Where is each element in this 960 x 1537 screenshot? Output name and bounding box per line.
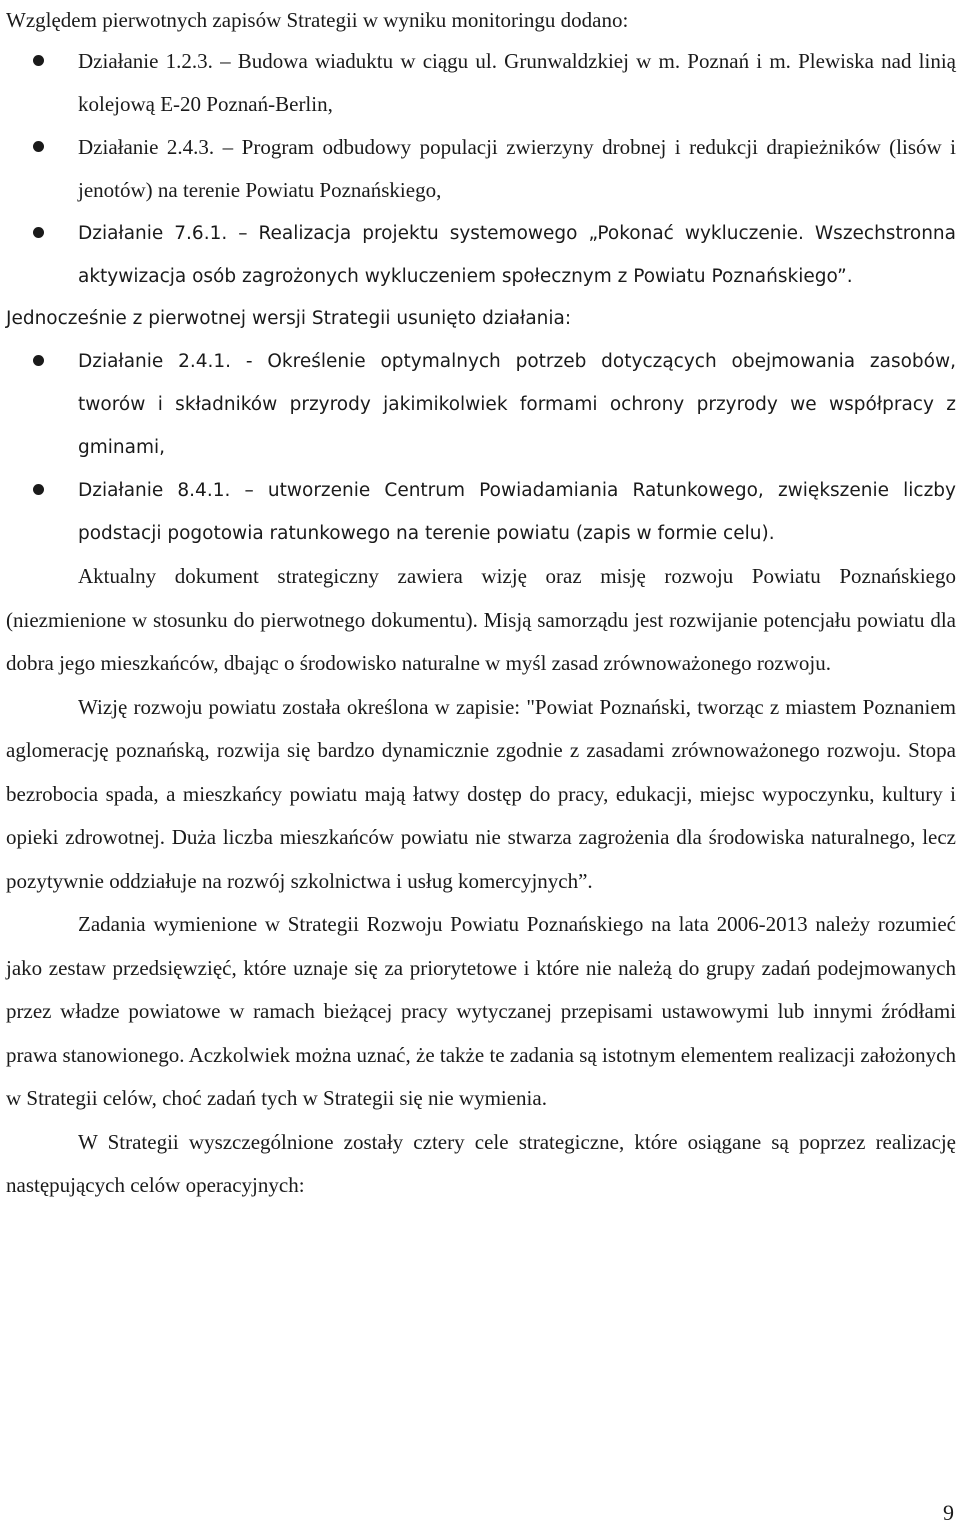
- list-item: [6, 340, 956, 469]
- added-actions-list: [6, 40, 956, 298]
- document-page: [6, 0, 956, 1208]
- paragraph-mission: Aktualny dokument strategiczny zawiera wizję oraz misję rozwoju Powiatu Poznańskiego (niezmienione w stosunku do pierwotnego dokumentu). Misją samorządu jest rozwijanie potencjału powiatu dla dobra jego mieszkańców, dbając o środowisko naturalne w myśl zasad zrównoważonego rozwoju.: [6, 564, 956, 675]
- list-item-text: Działanie 8.4.1. – utworzenie Centrum Powiadamiania Ratunkowego, zwiększenie liczby podstacji pogotowia ratunkowego na terenie powiatu (zapis w formie celu).: [78, 480, 956, 544]
- list-item-text: Działanie 7.6.1. – Realizacja projektu systemowego „Pokonać wykluczenie. Wszechstronna aktywizacja osób zagrożonych wykluczeniem społecznym z Powiatu Poznańskiego”.: [78, 223, 956, 287]
- list-item: [6, 126, 956, 212]
- bullet-icon: [33, 141, 44, 152]
- paragraph-goals: W Strategii wyszczególnione zostały cztery cele strategiczne, które osiągane są poprzez realizację następujących celów operacyjnych:: [6, 1129, 956, 1197]
- bullet-icon: [33, 227, 44, 238]
- paragraph-vision: Wizję rozwoju powiatu została określona w zapisie: "Powiat Poznański, tworząc z miastem Poznaniem aglomerację poznańską, rozwija się bardzo dynamicznie zgodnie z zasadami zrównoważonego rozwoju. Stopa bezrobocia spada, a mieszkańcy powiatu mają łatwy dostęp do pracy, edukacji, miejsc wypoczynku, kultury i opieki zdrowotnej. Duża liczba mieszkańców powiatu nie stwarza zagrożenia dla środowiska naturalnego, lecz pozytywnie oddziałuje na rozwój szkolnictwa i usług komercyjnych”.: [6, 694, 956, 893]
- list-item-text: Działanie 2.4.3. – Program odbudowy populacji zwierzyny drobnej i redukcji drapieżników (lisów i jenotów) na terenie Powiatu Poznańskiego,: [78, 135, 956, 202]
- page-number: 9: [943, 1500, 954, 1525]
- list-item: [6, 212, 956, 298]
- list-item-text: Działanie 2.4.1. - Określenie optymalnych potrzeb dotyczących obejmowania zasobów, tworów i składników przyrody jakimikolwiek formami ochrony przyrody we współpracy z gminami,: [78, 351, 956, 458]
- list-item: [6, 469, 956, 555]
- removed-actions-list: [6, 340, 956, 555]
- list-item: [6, 40, 956, 126]
- list-item-text: Działanie 1.2.3. – Budowa wiaduktu w ciągu ul. Grunwaldzkiej w m. Poznań i m. Plewiska nad linią kolejową E-20 Poznań-Berlin,: [78, 49, 956, 116]
- bullet-icon: [33, 55, 44, 66]
- bullet-icon: [33, 355, 44, 366]
- added-intro: Względem pierwotnych zapisów Strategii w wyniku monitoringu dodano:: [6, 8, 629, 32]
- paragraph-tasks: Zadania wymienione w Strategii Rozwoju Powiatu Poznańskiego na lata 2006-2013 należy rozumieć jako zestaw przedsięwzięć, które uznaje się za priorytetowe i które nie należą do grupy zadań podejmowanych przez władze powiatowe w ramach bieżącej pracy wytyczanej przepisami ustawowymi lub innymi źródłami prawa stanowionego. Aczkolwiek można uznać, że także te zadania są istotnym elementem realizacji założonych w Strategii celów, choć zadań tych w Strategii się nie wymienia.: [6, 912, 956, 1110]
- removed-intro: Jednocześnie z pierwotnej wersji Strategii usunięto działania:: [6, 308, 572, 329]
- bullet-icon: [33, 484, 44, 495]
